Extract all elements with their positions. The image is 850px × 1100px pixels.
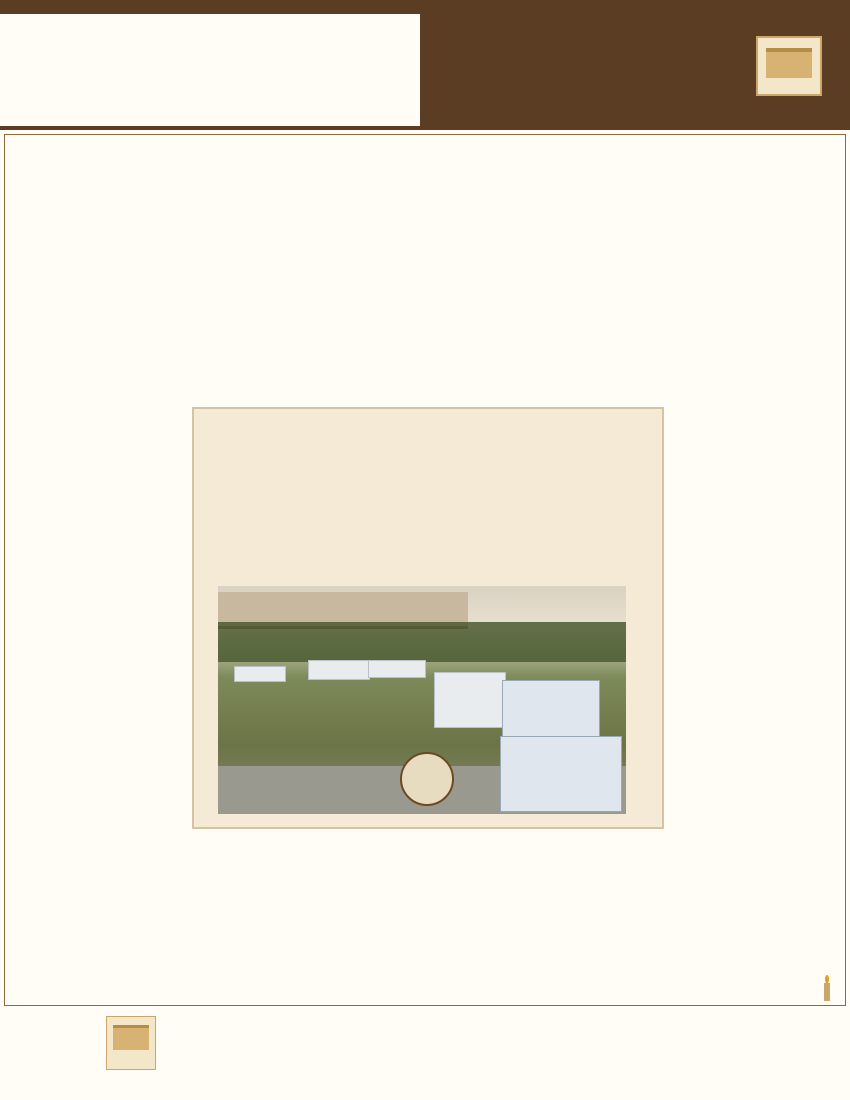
photo-trees (218, 622, 626, 662)
cemetery-number-badge (400, 752, 454, 806)
issue-tab (421, 14, 461, 50)
photo-material-stack (434, 672, 506, 728)
header-wishes-area (0, 14, 420, 126)
photo-material-stack (368, 660, 426, 678)
top-strip (0, 0, 850, 14)
photo-cement-bags (500, 736, 622, 812)
photo-material-stack (234, 666, 286, 682)
candle-flame (825, 975, 829, 983)
memorial-candle-icon (820, 975, 834, 1003)
cemetery-wall-icon (113, 1025, 149, 1050)
photo-material-stack (308, 660, 370, 680)
hfpjc-logo (756, 36, 822, 96)
candle-stick (824, 983, 830, 1001)
header-divider (0, 126, 850, 130)
footer-logo (106, 1016, 156, 1070)
cemetery-wall-icon (766, 48, 812, 78)
photo-cement-bags (502, 680, 600, 742)
